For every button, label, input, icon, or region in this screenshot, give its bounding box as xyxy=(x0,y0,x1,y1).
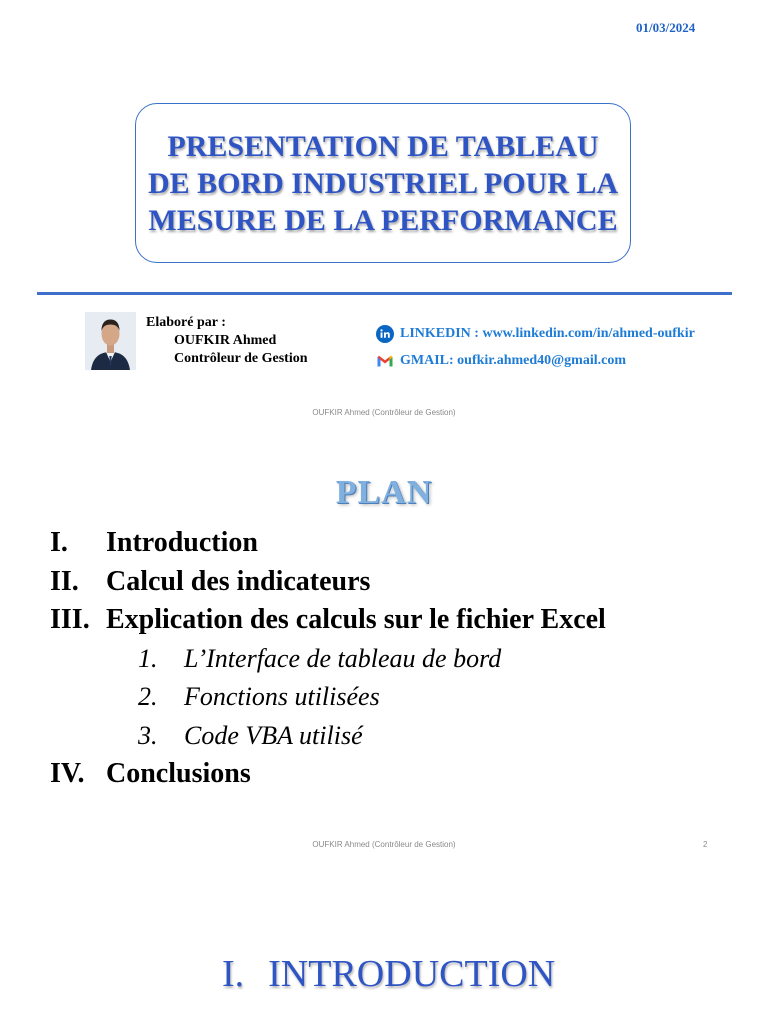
plan-subitem-vba xyxy=(50,717,606,756)
plan-item-excel xyxy=(50,601,606,640)
plan-item-label: Explication des calculs sur le fichier Excel xyxy=(106,604,606,635)
document-date: 01/03/2024 xyxy=(636,20,696,35)
plan-subitem-label: L’Interface de tableau de bord xyxy=(184,643,502,673)
plan-title: PLAN xyxy=(335,474,433,511)
gmail-contact[interactable] xyxy=(376,347,695,374)
page-number: 2 xyxy=(703,840,708,849)
author-photo xyxy=(85,312,136,370)
plan-item-number: I. xyxy=(50,527,68,558)
section-number: I. xyxy=(222,953,245,995)
slide-footer: OUFKIR Ahmed (Contrôleur de Gestion) xyxy=(312,840,456,849)
document-title: PRESENTATION DE TABLEAU DE BORD INDUSTRIEL POUR LA MESURE DE LA PERFORMANCE xyxy=(147,129,619,237)
author-name: OUFKIR Ahmed xyxy=(174,333,277,348)
plan-item-indicators xyxy=(50,563,606,602)
plan-item-label: Introduction xyxy=(106,527,258,558)
plan-subitem-number: 1. xyxy=(138,643,158,673)
contact-block xyxy=(376,320,695,374)
plan-subitem-interface xyxy=(50,640,606,679)
plan-subitem-label: Code VBA utilisé xyxy=(184,720,363,750)
plan-item-conclusions xyxy=(50,755,606,794)
author-role: Contrôleur de Gestion xyxy=(174,351,308,366)
plan-item-label: Calcul des indicateurs xyxy=(106,565,371,597)
plan-item-number: II. xyxy=(50,565,79,597)
plan-list xyxy=(50,524,606,794)
plan-subitem-number: 2. xyxy=(138,682,158,711)
plan-subitem-functions xyxy=(50,678,606,717)
slide-footer: OUFKIR Ahmed (Contrôleur de Gestion) xyxy=(312,408,456,417)
section-title xyxy=(222,952,555,996)
plan-item-label: Conclusions xyxy=(106,758,251,789)
plan-subitem-label: Fonctions utilisées xyxy=(184,682,380,711)
linkedin-contact[interactable] xyxy=(376,320,695,347)
author-block xyxy=(146,314,308,368)
title-box xyxy=(135,103,631,263)
linkedin-icon xyxy=(376,325,394,343)
gmail-text: GMAIL: oufkir.ahmed40@gmail.com xyxy=(400,353,627,368)
gmail-icon xyxy=(376,352,394,370)
linkedin-text: LINKEDIN : www.linkedin.com/in/ahmed-oufkir xyxy=(400,326,695,341)
section-label: INTRODUCTION xyxy=(268,953,556,995)
plan-subitem-number: 3. xyxy=(138,720,158,750)
plan-item-number: IV. xyxy=(50,758,85,789)
header-divider xyxy=(37,292,732,295)
plan-item-introduction xyxy=(50,524,606,563)
plan-item-number: III. xyxy=(50,604,90,635)
author-label: Elaboré par : xyxy=(146,315,226,330)
